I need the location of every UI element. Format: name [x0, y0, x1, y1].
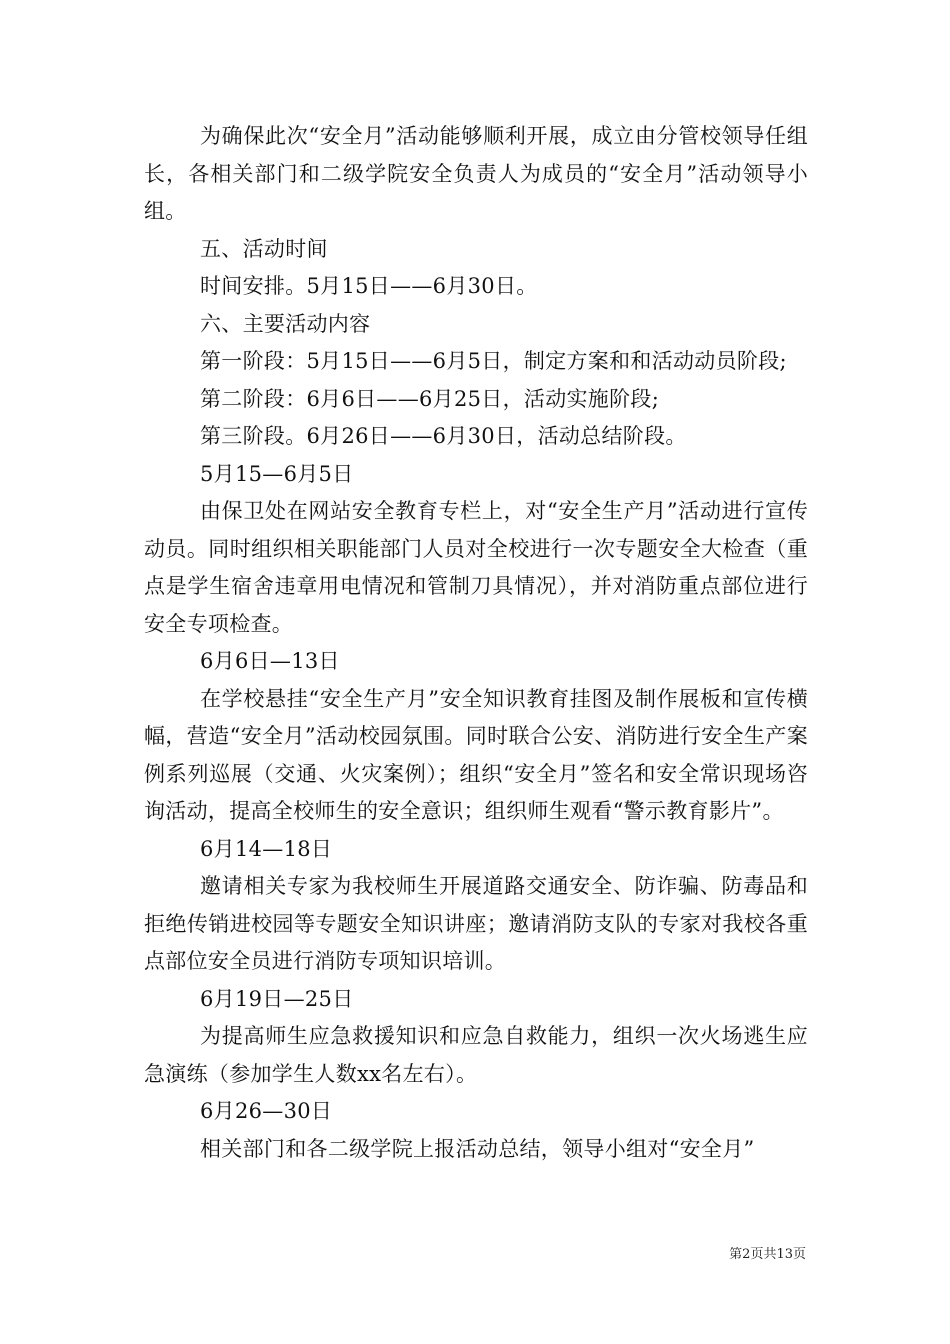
paragraph-campus-exhibition: 在学校悬挂“安全生产月”安全知识教育挂图及制作展板和宣传横幅，营造“安全月”活动校园氛围。同时联合公安、消防进行安全生产案例系列巡展（交通、火灾案例）；组织“安全月”签名和安全常识现场咨询活动，提高全校师生的安全意识；组织师生观看“警示教育影片”。 — [144, 686, 808, 823]
paragraph-stage-three: 第三阶段。6月26日——6月30日，活动总结阶段。 — [200, 424, 687, 448]
paragraph-stage-two: 第二阶段：6月6日——6月25日，活动实施阶段; — [200, 386, 660, 411]
paragraph-leadership-group: 为确保此次“安全月”活动能够顺利开展，成立由分管校领导任组长，各相关部门和二级学院安全负责人为成员的“安全月”活动领导小组。 — [144, 124, 808, 223]
date-range-heading: 5月15—6月5日 — [200, 461, 354, 486]
paragraph-stage-one: 第一阶段：5月15日——6月5日，制定方案和和活动动员阶段; — [200, 349, 787, 373]
date-range-heading: 6月19日—25日 — [200, 986, 354, 1011]
paragraph-lectures: 邀请相关专家为我校师生开展道路交通安全、防诈骗、防毒品和拒绝传销进校园等专题安全知识讲座；邀请消防支队的专家对我校各重点部位安全员进行消防专项知识培训。 — [144, 874, 808, 973]
page-number-footer: 第2页共13页 — [729, 1247, 806, 1262]
date-range-heading: 6月26—30日 — [200, 1099, 333, 1123]
date-range-heading: 6月6日—13日 — [200, 649, 340, 673]
heading-main-activities: 六、主要活动内容 — [200, 311, 371, 336]
paragraph-summary: 相关部门和各二级学院上报活动总结，领导小组对“安全月” — [200, 1136, 755, 1161]
document-body — [144, 118, 808, 1168]
heading-activity-time: 五、活动时间 — [200, 236, 328, 261]
paragraph-publicity: 由保卫处在网站安全教育专栏上，对“安全生产月”活动进行宣传动员。同时组织相关职能部门人员对全校进行一次专题安全大检查（重点是学生宿舍违章用电情况和管制刀具情况），并对消防重点部位进行安全专项检查。 — [144, 499, 808, 636]
paragraph-fire-drill: 为提高师生应急救援知识和应急自救能力，组织一次火场逃生应急演练（参加学生人数xx名左右）。 — [144, 1024, 808, 1086]
date-range-heading: 6月14—18日 — [200, 836, 333, 861]
paragraph-time-arrangement: 时间安排。5月15日——6月30日。 — [200, 274, 538, 298]
